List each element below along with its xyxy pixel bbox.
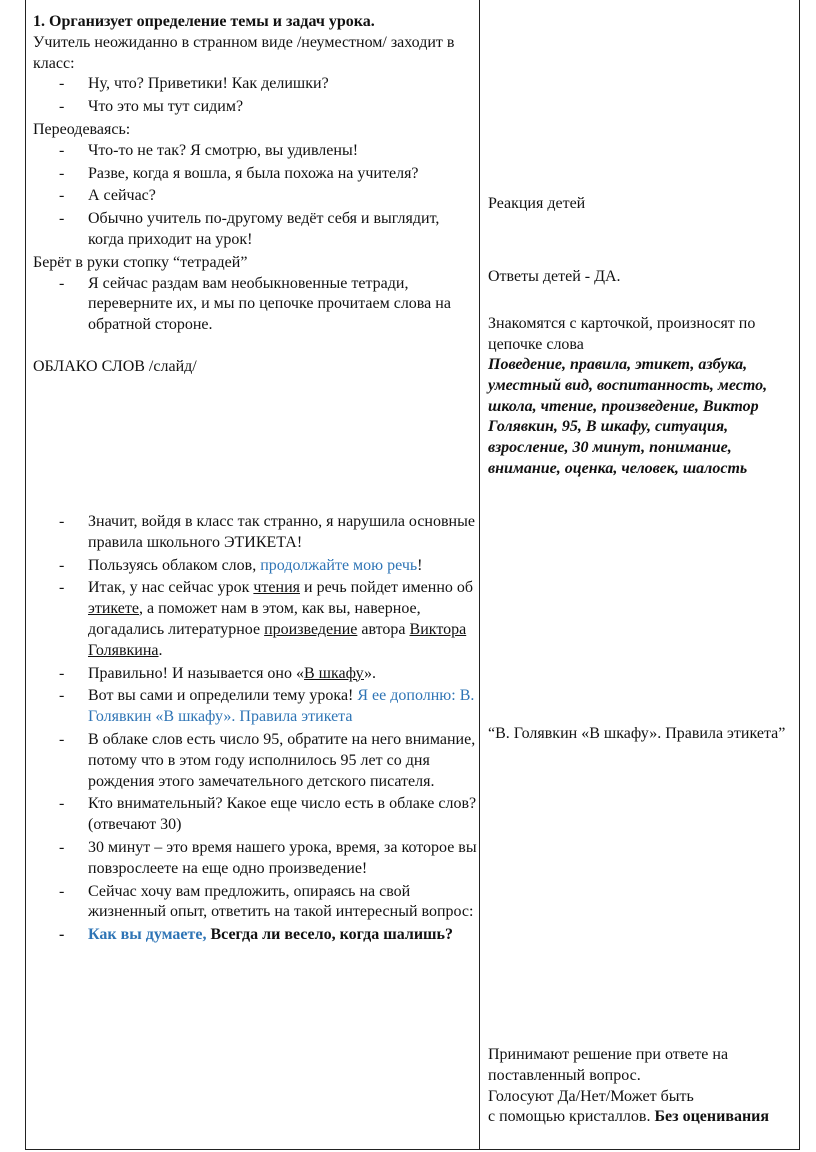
section-title: 1. Организует определение темы и задач урока.	[33, 13, 375, 30]
cloud-text: ОБЛАКО СЛОВ /слайд/	[33, 357, 197, 375]
decision-text: Принимают решение при ответе на поставленный вопрос.	[488, 1046, 729, 1084]
teacher-block-2	[33, 512, 478, 948]
text-run: и речь пойдет именно об	[300, 579, 474, 597]
list-d	[33, 512, 478, 946]
text-run: Итак, у нас сейчас урок	[88, 579, 254, 597]
text-run: с помощью кристаллов.	[488, 1108, 655, 1126]
text-run-bold: Без оценивания	[654, 1108, 770, 1126]
dressing-text: Переодеваясь:	[33, 120, 131, 138]
list-item: - Сейчас хочу вам предложить, опираясь на свой жизненный опыт, ответить на такой интересный вопрос:	[33, 882, 478, 924]
teacher-block-1	[33, 12, 478, 378]
list-item: - Значит, войдя в класс так странно, я нарушила основные правила школьного ЭТИКЕТА!	[33, 512, 478, 554]
list-item	[33, 556, 478, 577]
list-item: - А сейчас?	[33, 186, 478, 207]
vote-text: Голосуют Да/Нет/Может быть	[488, 1087, 694, 1105]
list-item: - Разве, когда я вошла, я была похожа на учителя?	[33, 164, 478, 185]
list-b	[33, 141, 478, 251]
list-item: - Ну, что? Приветики! Как делишки?	[33, 74, 478, 95]
list-item: - Что-то не так? Я смотрю, вы удивлены!	[33, 141, 478, 162]
text-run: ».	[364, 664, 376, 682]
list-item: - Что это мы тут сидим?	[33, 97, 478, 118]
text-run: !	[417, 556, 423, 574]
answers-text: Ответы детей - ДА.	[488, 268, 621, 285]
text-run-underlined: произведение	[264, 620, 358, 638]
text-run: автора	[357, 620, 410, 638]
list-item: - В облаке слов есть число 95, обратите на него внимание, потому что в этом году исполнилось 95 лет со дня рождения этого замечательного детского писателя.	[33, 730, 478, 792]
text-run: Всегда ли весело, когда шалишь?	[210, 926, 454, 944]
list-item: - 30 минут – это время нашего урока, время, за которое вы повзрослеете на еще одно произведение!	[33, 838, 478, 880]
topic-text: “В. Голявкин «В шкафу». Правила этикета”	[488, 725, 786, 742]
words-text: Поведение, правила, этикет, азбука, уместный вид, воспитанность, место, школа, чтение, произведение, Виктор Голявкин, 95, В шкафу, ситуация, взросление, 30 минут, понимание, внимание, оценка, человек, шалость	[488, 356, 768, 477]
text-run: .	[158, 641, 163, 659]
list-item: - Я сейчас раздам вам необыкновенные тетради, переверните их, и мы по цепочке прочитаем слова на обратной стороне.	[33, 274, 478, 336]
text-run-underlined: В шкафу	[304, 664, 364, 682]
column-divider	[479, 0, 480, 1150]
list-item	[33, 578, 478, 661]
notebooks-text: Берёт в руки стопку “тетрадей”	[33, 253, 248, 271]
reaction-text: Реакция детей	[488, 195, 586, 212]
text-run-blue: Как вы думаете,	[88, 926, 211, 944]
text-run-underlined: этикете	[88, 600, 139, 618]
text-run: Правильно! И называется оно «	[88, 664, 304, 682]
text-run-blue: продолжайте мою речь	[260, 556, 418, 574]
intro-text: Учитель неожиданно в странном виде /неуместном/ заходит в класс:	[33, 33, 455, 72]
card-text: Знакомятся с карточкой, произносят по цепочке слова	[488, 315, 756, 353]
list-item: - Кто внимательный? Какое еще число есть в облаке слов? (отвечают 30)	[33, 794, 478, 836]
text-run: Вот вы сами и определили тему урока!	[88, 687, 358, 705]
text-run-underlined: чтения	[253, 579, 300, 597]
text-run: Пользуясь облаком слов,	[88, 556, 261, 574]
text-run-underlined: Виктора Голявкина	[88, 620, 467, 659]
decision-block	[488, 1045, 793, 1128]
list-item	[33, 686, 478, 728]
text-run-blue: Я ее дополню: В. Голявкин «В шкафу». Правила этикета	[88, 687, 475, 726]
text-run: , а поможет нам в этом, как вы, наверное, догадались литературное	[88, 600, 421, 638]
list-item	[33, 925, 478, 946]
crystals-line	[488, 1107, 793, 1128]
list-c	[33, 274, 478, 336]
list-a	[33, 74, 478, 118]
list-item: - Обычно учитель по-другому ведёт себя и выглядит, когда приходит на урок!	[33, 209, 478, 251]
list-item	[33, 664, 478, 685]
